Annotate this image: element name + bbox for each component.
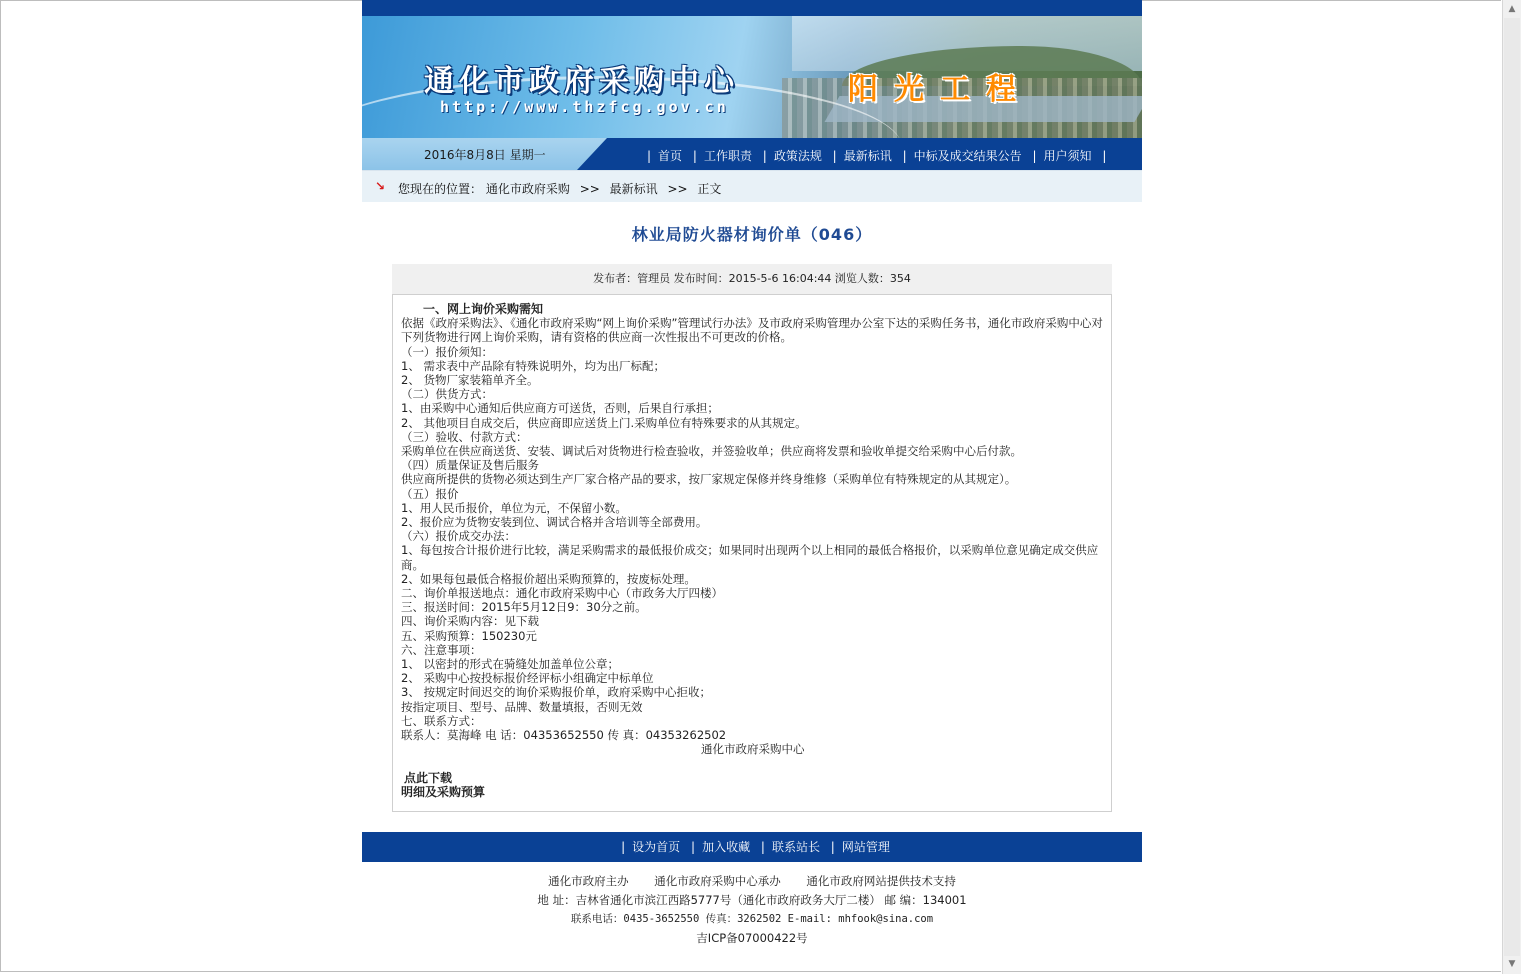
footer-link-set-homepage[interactable]: 设为首页 [632,840,681,854]
content-line: 2、 其他项目自成交后，供应商即应送货上门.采购单位有特殊要求的从其规定。 [401,415,807,430]
nav-item-home[interactable]: 首页 [658,149,683,163]
nav-item-policy[interactable]: 政策法规 [773,149,822,163]
footer-contact: 联系电话：0435-3652550 传真：3262502 E-mail: mhfook@sina.com [570,913,934,925]
scroll-down-icon[interactable]: ▼ [1504,956,1520,973]
nav-links: | 首页 | 工作职责 | 政策法规 | 最新标讯 | 中标及成交结果公告 | 用户须知 | [647,149,1107,163]
content-line: 1、每包按合计报价进行比较，满足采购需求的最低报价成交；如果同时出现两个以上相同的最低合格报价，以采购单位意见确定成交供应商。 [401,543,1099,572]
content-line: 六、注意事项： [401,642,482,657]
site-url: http://www.thzfcg.gov.cn [440,98,729,116]
content-line: 采购单位在供应商送货、安装、调试后对货物进行检查验收，并签验收单；供应商将发票和验收单提交给采购中心后付款。 [401,444,1022,459]
header-banner [362,16,1142,138]
content-line: 依据《政府采购法》、《通化市政府采购“网上询价采购”管理试行办法》及市政府采购管理办公室下达的采购任务书，通化市政府采购中心对下列货物进行网上询价采购，请有资格的供应商一次性报出不可更改的价格。 [401,316,1103,345]
content-line: 2、如果每包最低合格报价超出采购预算的，按废标处理。 [401,571,696,586]
breadcrumb-category[interactable]: 最新标讯 [609,182,658,196]
content-signature: 通化市政府采购中心 [701,742,805,757]
article-meta: 发布者：管理员 发布时间：2015-5-6 16:04:44 浏览人数：354 [392,264,1112,294]
content-line: 2、 货物厂家装箱单齐全。 [401,373,539,388]
footer-address: 地 址：吉林省通化市滨江西路5777号（通化市政府政务大厅二楼） 邮 编：134001 [537,893,967,907]
breadcrumb-home[interactable]: 通化市政府采购 [485,182,570,196]
download-description: 明细及采购预算 [401,784,486,799]
breadcrumb-separator: >> [579,182,600,196]
footer-sponsor: 通化市政府主办 [548,874,629,888]
footer-link-bookmark[interactable]: 加入收藏 [702,840,751,854]
content-line: 2、报价应为货物安装到位、调试合格并含培训等全部费用。 [401,515,708,530]
content-line: 四、询价采购内容：见下载 [401,614,539,629]
slogan: 阳光工程 [848,72,1032,107]
content-line: 2、 采购中心按投标报价经评标小组确定中标单位 [401,671,654,686]
content-line: 按指定项目、型号、品牌、数量填报，否则无效 [401,699,643,714]
footer-organizer: 通化市政府采购中心承办 [654,874,781,888]
breadcrumb-separator: >> [667,182,688,196]
content-line: （一）报价须知： [401,344,493,359]
content-line: （四）质量保证及售后服务 [401,458,539,473]
nav-item-latest[interactable]: 最新标讯 [843,149,892,163]
footer-icp: 吉ICP备07000422号 [696,931,808,945]
scroll-up-icon[interactable]: ▲ [1504,1,1520,18]
content-line: （五）报价 [401,486,459,501]
footer-link-admin[interactable]: 网站管理 [841,840,890,854]
article-content [392,294,1112,812]
footer-support: 通化市政府网站提供技术支持 [806,874,956,888]
content-line: 1、 以密封的形式在骑缝处加盖单位公章； [401,657,619,672]
current-date: 2016年8月8日 星期一 [424,148,546,162]
nav-slant [577,138,607,170]
content-line: 五、采购预算：150230元 [401,628,537,643]
footer-bar: | 设为首页 | 加入收藏 | 联系站长 | 网站管理 [362,832,1142,862]
scrollbar-track[interactable] [1504,18,1520,956]
top-bar [362,0,1142,16]
nav-bar [362,138,1142,170]
content-line: 二、询价单报送地点：通化市政府采购中心（市政务大厅四楼） [401,586,723,601]
footer-link-contact[interactable]: 联系站长 [771,840,820,854]
content-line: 1、由采购中心通知后供应商方可送货，否则，后果自行承担； [401,401,719,416]
site-title: 通化市政府采购中心 [424,64,739,99]
article-title: 林业局防火器材询价单（046） [631,225,873,244]
nav-item-duties[interactable]: 工作职责 [703,149,752,163]
content-line: 供应商所提供的货物必须达到生产厂家合格产品的要求，按厂家规定保修并终身维修（采购单位有特殊规定的从其规定）。 [401,472,1017,487]
vertical-scrollbar[interactable] [1502,0,1521,974]
nav-item-user-guide[interactable]: 用户须知 [1043,149,1092,163]
content-line: 联系人：莫海峰 电 话：04353652550 传 真：04353262502 [401,728,727,743]
footer-info [362,872,1142,948]
content-line: （六）报价成交办法： [401,529,516,544]
footer-credits [362,872,1142,891]
breadcrumb-current: 正文 [697,182,722,196]
content-line: 1、用人民币报价，单位为元，不保留小数。 [401,500,627,515]
content-line: 3、 按规定时间迟交的询价采购报价单，政府采购中心拒收； [401,685,711,700]
content-line: （二）供货方式： [401,387,493,402]
breadcrumb-prefix: 您现在的位置： [398,182,483,196]
page-container [362,0,1142,948]
nav-item-results[interactable]: 中标及成交结果公告 [913,149,1022,163]
content-line: 七、联系方式： [401,713,482,728]
content-line: （三）验收、付款方式： [401,429,528,444]
content-heading: 一、网上询价采购需知 [423,302,544,316]
content-line: 三、报送时间：2015年5月12日9：30分之前。 [401,600,647,615]
content-line: 1、 需求表中产品除有特殊说明外，均为出厂标配； [401,358,665,373]
download-link[interactable]: 点此下载 [404,770,453,785]
arrow-icon: ↘ [375,179,386,193]
breadcrumb [362,170,1142,202]
